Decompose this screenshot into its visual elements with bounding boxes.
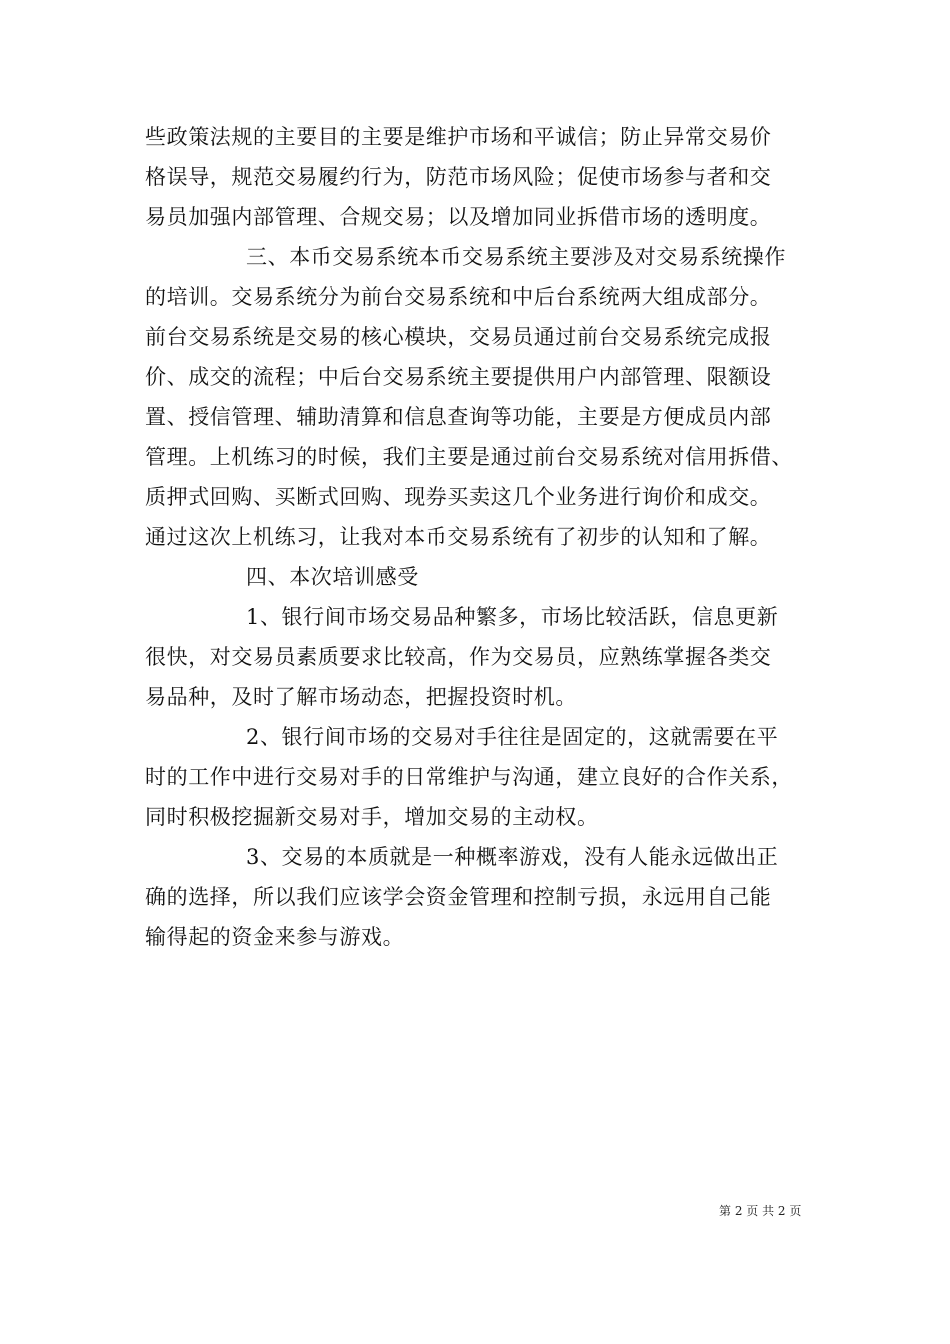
list-item-1-start: 1、银行间市场交易品种繁多，市场比较活跃，信息更新 bbox=[246, 605, 779, 629]
text-line: 前台交易系统是交易的核心模块，交易员通过前台交易系统完成报 bbox=[145, 325, 772, 349]
text-line: 格误导，规范交易履约行为，防范市场风险；促使市场参与者和交 bbox=[145, 165, 772, 189]
text-line: 管理。上机练习的时候，我们主要是通过前台交易系统对信用拆借、 bbox=[145, 445, 793, 469]
list-item-2-start: 2、银行间市场的交易对手往往是固定的，这就需要在平 bbox=[246, 725, 779, 749]
page-number-footer: 第 2 页 共 2 页 bbox=[719, 1204, 802, 1218]
text-line: 价、成交的流程；中后台交易系统主要提供用户内部管理、限额设 bbox=[145, 365, 772, 389]
text-line: 些政策法规的主要目的主要是维护市场和平诚信；防止异常交易价 bbox=[145, 125, 772, 149]
text-line: 易品种，及时了解市场动态，把握投资时机。 bbox=[145, 685, 577, 709]
text-line: 确的选择，所以我们应该学会资金管理和控制亏损，永远用自己能 bbox=[145, 885, 772, 909]
text-line: 输得起的资金来参与游戏。 bbox=[145, 925, 405, 949]
text-line: 的培训。交易系统分为前台交易系统和中后台系统两大组成部分。 bbox=[145, 285, 772, 309]
text-line: 同时积极挖掘新交易对手，增加交易的主动权。 bbox=[145, 805, 599, 829]
text-line: 时的工作中进行交易对手的日常维护与沟通，建立良好的合作关系， bbox=[145, 765, 793, 789]
section-heading-3: 三、本币交易系统本币交易系统主要涉及对交易系统操作 bbox=[246, 245, 786, 269]
text-line: 很快，对交易员素质要求比较高，作为交易员，应熟练掌握各类交 bbox=[145, 645, 772, 669]
section-heading-4: 四、本次培训感受 bbox=[246, 565, 419, 589]
text-line: 易员加强内部管理、合规交易；以及增加同业拆借市场的透明度。 bbox=[145, 205, 772, 229]
text-line: 质押式回购、买断式回购、现券买卖这几个业务进行询价和成交。 bbox=[145, 485, 772, 509]
list-item-3-start: 3、交易的本质就是一种概率游戏，没有人能永远做出正 bbox=[246, 845, 779, 869]
text-line: 置、授信管理、辅助清算和信息查询等功能，主要是方便成员内部 bbox=[145, 405, 772, 429]
text-line: 通过这次上机练习，让我对本币交易系统有了初步的认知和了解。 bbox=[145, 525, 772, 549]
